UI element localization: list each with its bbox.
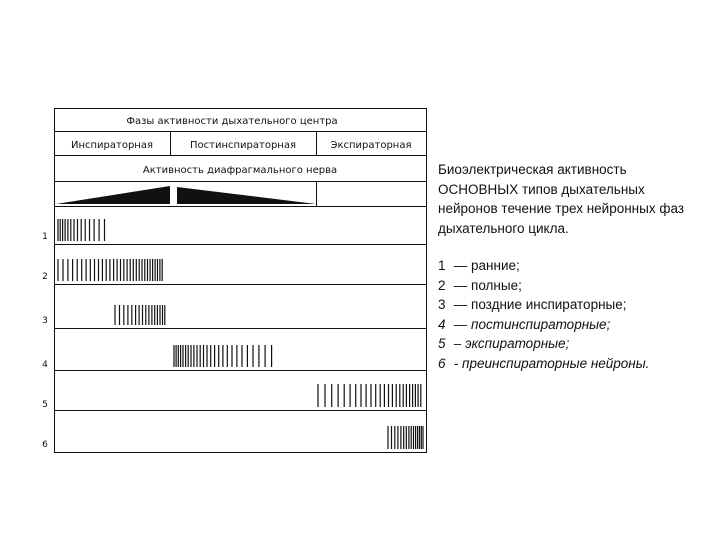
phase-inspiratory: Инспираторная bbox=[70, 140, 154, 151]
phase-expiratory: Экспираторная bbox=[330, 140, 412, 151]
list-item: 3 — поздние инспираторные; bbox=[438, 297, 627, 312]
phase-postinspiratory: Постинспираторная bbox=[190, 140, 296, 151]
row-label-3: 3 bbox=[42, 316, 48, 326]
list-item: 2 — полные; bbox=[438, 277, 522, 293]
neuron-type-list bbox=[438, 256, 708, 373]
row-label-5: 5 bbox=[42, 400, 48, 410]
list-item: 6 - преинспираторные нейроны. bbox=[438, 355, 650, 371]
list-item: 5 – экспираторные; bbox=[438, 336, 570, 351]
list-item: 1 — ранние; bbox=[438, 258, 520, 273]
list-item: 4 — постинспираторные; bbox=[438, 316, 611, 332]
diaphragm-nerve-label: Активность диафрагмального нерва bbox=[142, 165, 338, 176]
row-label-2: 2 bbox=[42, 272, 48, 282]
phases-header: Фазы активности дыхательного центра bbox=[126, 116, 338, 127]
description-title: Биоэлектрическая активность ОСНОВНЫХ типов дыхательных нейронов течение трех нейронных фаз дыхательного цикла. bbox=[438, 162, 684, 236]
row-label-4: 4 bbox=[42, 360, 48, 370]
diaphragm-ramp-right bbox=[177, 187, 316, 204]
row-label-6: 6 bbox=[42, 440, 48, 450]
description-block bbox=[438, 160, 708, 373]
diaphragm-ramp-left bbox=[56, 186, 170, 204]
row-label-1: 1 bbox=[42, 232, 48, 242]
